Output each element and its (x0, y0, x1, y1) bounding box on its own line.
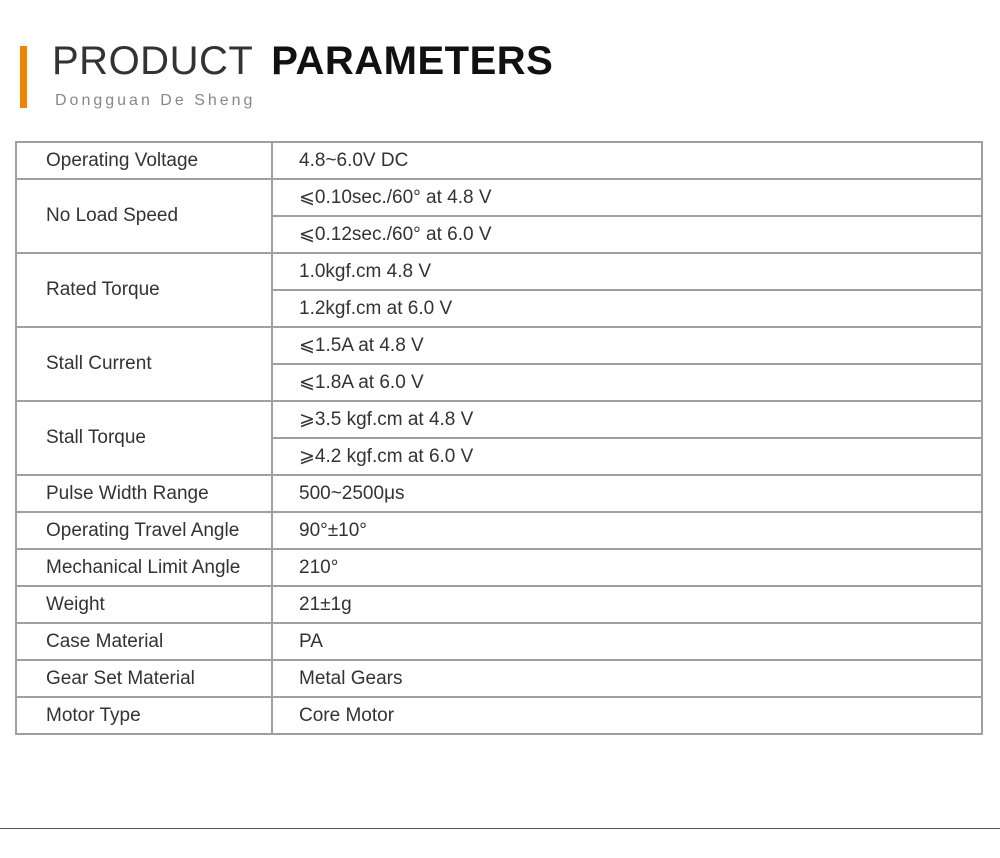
param-label: Rated Torque (16, 253, 272, 327)
param-value: 90°±10° (272, 512, 982, 549)
table-row (16, 660, 982, 697)
param-value: 1.0kgf.cm 4.8 V (272, 253, 982, 290)
table-row (16, 179, 982, 216)
param-label: Mechanical Limit Angle (16, 549, 272, 586)
param-value: ⩽0.12sec./60° at 6.0 V (272, 216, 982, 253)
table-row (16, 623, 982, 660)
param-label: Stall Current (16, 327, 272, 401)
page-title (52, 38, 553, 84)
table-row (16, 401, 982, 438)
table-row (16, 253, 982, 290)
title-accent-bar (20, 46, 27, 108)
param-value: 210° (272, 549, 982, 586)
param-value: ⩽0.10sec./60° at 4.8 V (272, 179, 982, 216)
param-label: Case Material (16, 623, 272, 660)
param-value: 21±1g (272, 586, 982, 623)
parameters-table (15, 141, 983, 735)
param-value: Core Motor (272, 697, 982, 734)
table-row (16, 327, 982, 364)
param-value: 4.8~6.0V DC (272, 142, 982, 179)
param-value: 1.2kgf.cm at 6.0 V (272, 290, 982, 327)
param-value: ⩾4.2 kgf.cm at 6.0 V (272, 438, 982, 475)
param-label: Stall Torque (16, 401, 272, 475)
param-value: PA (272, 623, 982, 660)
table-row (16, 142, 982, 179)
param-label: Pulse Width Range (16, 475, 272, 512)
param-label: No Load Speed (16, 179, 272, 253)
param-label: Operating Voltage (16, 142, 272, 179)
param-label: Gear Set Material (16, 660, 272, 697)
param-label: Operating Travel Angle (16, 512, 272, 549)
table-row (16, 512, 982, 549)
table-row (16, 697, 982, 734)
param-label: Motor Type (16, 697, 272, 734)
table-row (16, 549, 982, 586)
table-row (16, 586, 982, 623)
param-label: Weight (16, 586, 272, 623)
page-subtitle: Dongguan De Sheng (55, 92, 256, 109)
title-bold: PARAMETERS (271, 39, 554, 83)
table-row (16, 475, 982, 512)
bottom-divider (0, 828, 1000, 829)
param-value: Metal Gears (272, 660, 982, 697)
param-value: ⩾3.5 kgf.cm at 4.8 V (272, 401, 982, 438)
param-value: ⩽1.8A at 6.0 V (272, 364, 982, 401)
title-light: PRODUCT (52, 39, 254, 83)
param-value: 500~2500μs (272, 475, 982, 512)
param-value: ⩽1.5A at 4.8 V (272, 327, 982, 364)
